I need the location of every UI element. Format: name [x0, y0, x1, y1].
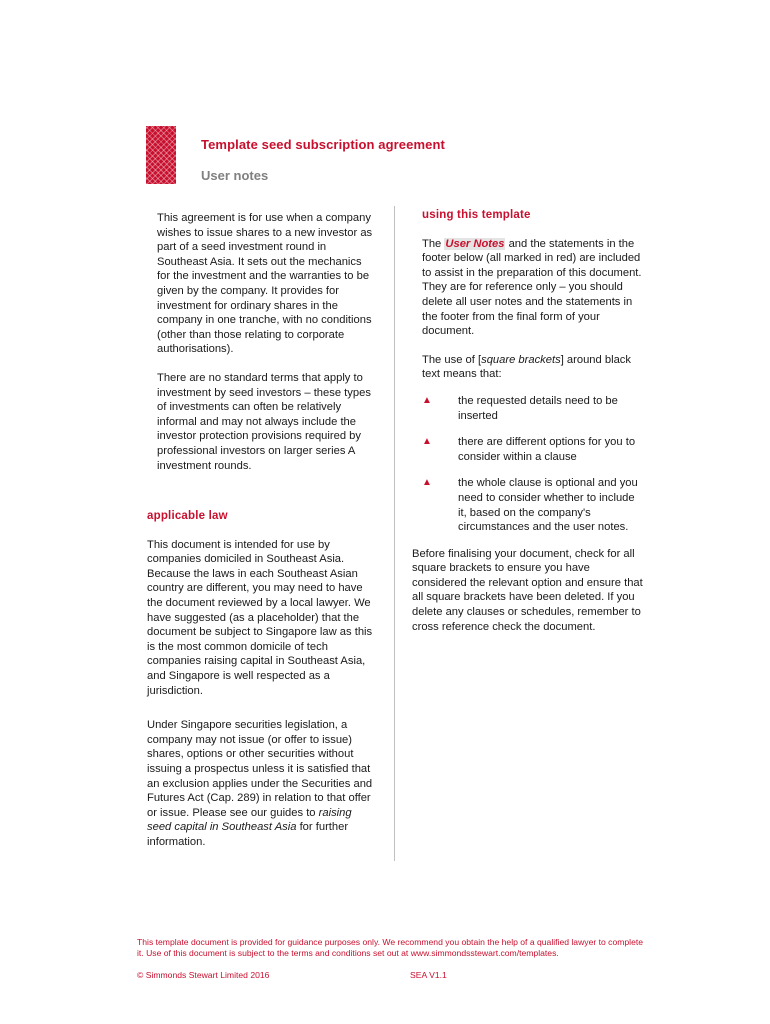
brand-logo-block — [146, 126, 176, 184]
list-item-text: the whole clause is optional and you need to consider whether to include it, based on the company's circumstances and the user notes. — [458, 477, 638, 534]
applicable-law-paragraph: This document is intended for use by companies domiciled in Southeast Asia. Because the laws in each Southeast Asian country are different, you may need to have the document reviewed by a local lawyer. We have suggested (as a placeholder) that the document be subject to Singapore law as this is the most common domicile of tech companies raising capital in Southeast Asia, and Singapore is well respected as a jurisdiction. — [147, 538, 373, 697]
intro-text-end: and the statements in the footer below (all marked in red) are included to assist in the preparation of this document. They are for reference only – you should delete all user notes and the statements in the footer from the final form of your document. — [422, 237, 642, 338]
left-column — [147, 211, 375, 850]
column-divider — [394, 206, 395, 861]
triangle-bullet-icon: ▲ — [422, 477, 432, 489]
list-item — [412, 435, 644, 464]
securities-text: Under Singapore securities legislation, a company may not issue (or offer to issue) shares, options or other securities without issuing a prospectus unless it is satisfied that an exclusion applies under the Securities and Futures Act (Cap. 289) in relation to that offer or issue. Please see our guides to — [147, 719, 373, 819]
list-item-text: the requested details need to be inserted — [458, 394, 618, 422]
user-notes-tag: User Notes — [445, 237, 505, 250]
triangle-bullet-icon: ▲ — [422, 394, 432, 406]
square-brackets-intro — [412, 353, 644, 382]
standard-terms-paragraph: There are no standard terms that apply to investment by seed investors – these types of investments can often be relatively informal and may not always include the investor protection provisions required by professional investors on larger series A investment rounds. — [157, 371, 371, 472]
square-brackets-term: square brackets — [481, 353, 561, 366]
using-template-heading: using this template — [422, 209, 531, 221]
list-item-text: there are different options for you to consider within a clause — [458, 436, 636, 463]
brackets-text-end: ] around black text means that: — [422, 353, 631, 381]
securities-paragraph — [147, 718, 375, 849]
footer-version: SEA V1.1 — [410, 970, 447, 980]
list-item — [412, 476, 644, 534]
triangle-bullet-icon: ▲ — [422, 436, 432, 448]
applicable-law-heading: applicable law — [147, 510, 228, 523]
closing-paragraph: Before finalising your document, check for all square brackets to ensure you have considered the relevant option and ensure that all square brackets have been deleted. If you delete any clauses or schedules, remember to cross reference check the document. — [412, 547, 643, 633]
document-title: Template seed subscription agreement — [201, 137, 445, 152]
brackets-text-start: The use of [ — [422, 353, 482, 366]
footer-copyright: © Simmonds Stewart Limited 2016 — [137, 970, 270, 980]
securities-text-end: for further information. — [147, 821, 349, 848]
guide-title: raising seed capital in Southeast Asia — [147, 806, 352, 834]
right-column — [412, 208, 644, 634]
list-item — [412, 394, 644, 423]
footer-disclaimer: This template document is provided for guidance purposes only. We recommend you obtain the help of a qualified lawyer to complete it. Use of this document is subject to the terms and conditions set out at www.simmondsstewart.com/templates. — [137, 937, 644, 958]
document-subtitle: User notes — [201, 168, 269, 183]
intro-paragraph: This agreement is for use when a company wishes to issue shares to a new investor as part of a seed investment round in Southeast Asia. It sets out the mechanics for the investment and the warranties to be given by the company. It provides for investment for ordinary shares in the company in one tranche, with no conditions (other than those relating to corporate authorisations). — [157, 212, 373, 356]
user-notes-intro — [412, 237, 644, 339]
bracket-meaning-list — [412, 394, 644, 535]
intro-text-start: The — [422, 237, 445, 250]
